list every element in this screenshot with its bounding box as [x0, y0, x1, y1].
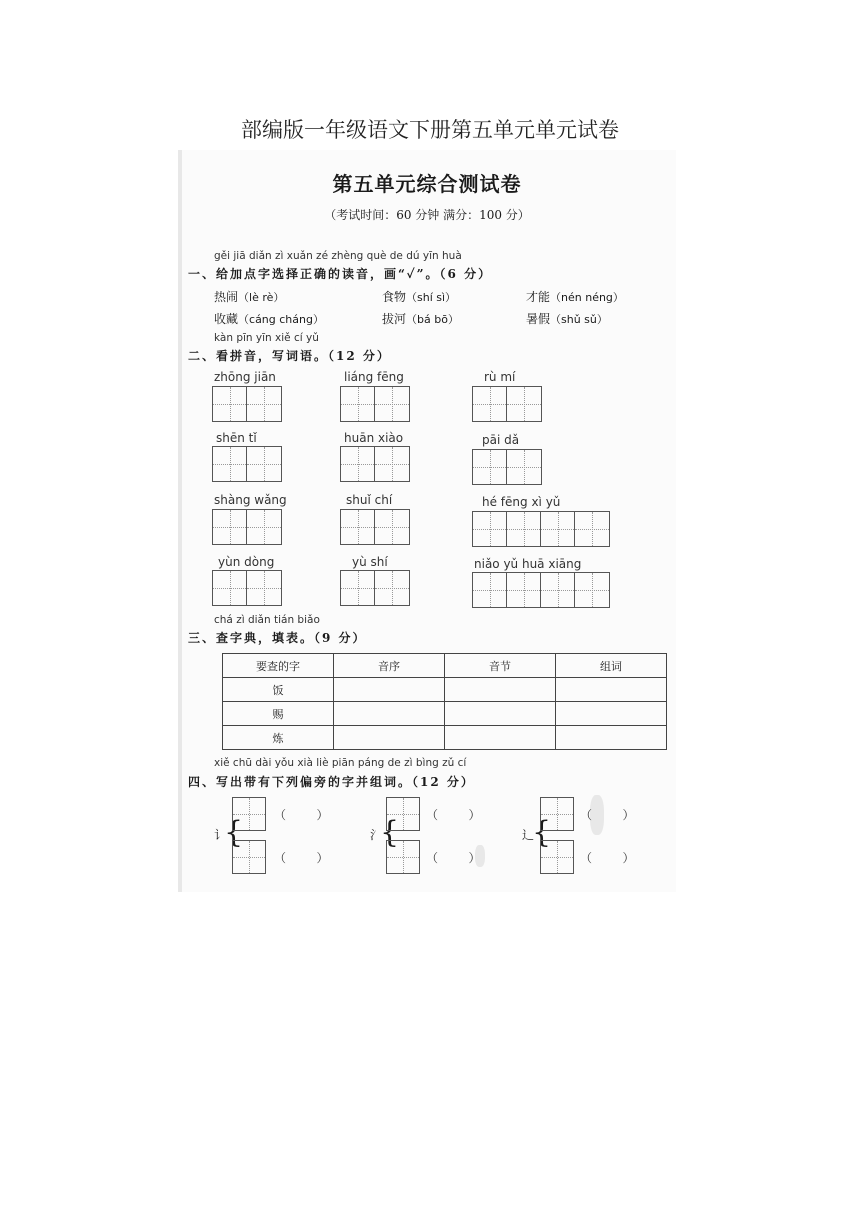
answer-paren[interactable]: （ ） [274, 808, 329, 822]
writing-grid[interactable] [340, 446, 410, 482]
writing-grid[interactable] [472, 511, 610, 547]
q2-item-pinyin: huān xiào [344, 431, 404, 445]
q1-word: 才能 [526, 290, 551, 304]
q2-item-pinyin: liáng fēng [344, 370, 404, 384]
q1-options[interactable]: （shǔ sǔ） [550, 313, 608, 326]
q2-pinyin: kàn pīn yīn xiě cí yǔ [214, 332, 319, 344]
scan-edge [178, 150, 182, 892]
q2-item-pinyin: shàng wǎng [214, 493, 287, 507]
writing-box[interactable] [232, 797, 266, 831]
answer-cell[interactable] [556, 726, 667, 750]
paper-subtitle: （考试时间：60 分钟 满分：100 分） [324, 208, 530, 222]
writing-box[interactable] [386, 840, 420, 874]
lookup-character: 炼 [223, 726, 334, 750]
q1-item [214, 310, 324, 327]
answer-paren[interactable]: （ ） [274, 851, 329, 865]
writing-grid[interactable] [212, 570, 282, 606]
writing-box[interactable] [540, 840, 574, 874]
q1-options[interactable]: （nén néng） [550, 291, 624, 304]
writing-grid[interactable] [472, 449, 542, 485]
q1-options[interactable]: （lè rè） [238, 291, 285, 304]
q1-word: 拔河 [382, 312, 407, 326]
answer-cell[interactable] [556, 702, 667, 726]
brace-icon: { [224, 815, 244, 850]
brace-icon: { [380, 815, 400, 850]
q2-item-pinyin: shēn tǐ [216, 431, 257, 445]
q1-item [526, 310, 608, 327]
answer-cell[interactable] [445, 726, 556, 750]
q3-pinyin: chá zì diǎn tián biǎo [214, 614, 320, 626]
radical-label: 氵 [370, 828, 383, 842]
document-title: 部编版一年级语文下册第五单元单元试卷 [241, 118, 619, 142]
answer-paren[interactable]: （ ） [580, 851, 635, 865]
writing-grid[interactable] [212, 386, 282, 422]
q1-item [382, 288, 456, 305]
column-header: 音节 [445, 654, 556, 678]
q1-item [214, 288, 284, 305]
answer-cell[interactable] [334, 702, 445, 726]
q2-item-pinyin: shuǐ chí [346, 493, 393, 507]
answer-cell[interactable] [556, 678, 667, 702]
q2-item-pinyin: zhōng jiān [214, 370, 276, 384]
brace-icon: { [532, 815, 552, 850]
answer-cell[interactable] [334, 726, 445, 750]
q1-word: 食物 [382, 290, 407, 304]
q1-word: 暑假 [526, 312, 551, 326]
writing-box[interactable] [232, 840, 266, 874]
q4-pinyin: xiě chū dài yǒu xià liè piān páng de zì bìng zǔ cí [214, 757, 467, 769]
radical-label: 辶 [522, 828, 535, 842]
answer-cell[interactable] [445, 678, 556, 702]
dictionary-table [222, 653, 667, 750]
writing-grid[interactable] [340, 570, 410, 606]
lookup-character: 赐 [223, 702, 334, 726]
q2-item-pinyin: yù shí [352, 555, 388, 569]
q1-pinyin: gěi jiā diǎn zì xuǎn zé zhèng què de dú yīn huà [214, 250, 462, 262]
q1-item [526, 288, 624, 305]
q1-item [382, 310, 459, 327]
q2-item-pinyin: hé fēng xì yǔ [482, 495, 561, 509]
q3-heading: 三、查字典，填表。（9 分） [188, 631, 367, 645]
table-row [223, 702, 667, 726]
q1-options[interactable]: （bá bō） [406, 313, 459, 326]
q2-heading: 二、看拼音，写词语。（12 分） [188, 349, 391, 363]
table-row [223, 678, 667, 702]
column-header: 要查的字 [223, 654, 334, 678]
table-header-row [223, 654, 667, 678]
answer-paren[interactable]: （ ） [426, 851, 481, 865]
writing-grid[interactable] [340, 386, 410, 422]
q2-item-pinyin: niǎo yǔ huā xiāng [474, 557, 582, 571]
paper-title: 第五单元综合测试卷 [332, 172, 522, 196]
writing-grid[interactable] [472, 386, 542, 422]
writing-grid[interactable] [212, 509, 282, 545]
answer-cell[interactable] [334, 678, 445, 702]
table-row [223, 726, 667, 750]
radical-label: 讠 [214, 828, 227, 842]
column-header: 组词 [556, 654, 667, 678]
q1-options[interactable]: （cáng cháng） [238, 313, 324, 326]
answer-cell[interactable] [445, 702, 556, 726]
answer-paren[interactable]: （ ） [426, 808, 481, 822]
q1-options[interactable]: （shí sì） [406, 291, 457, 304]
q2-item-pinyin: rù mí [484, 370, 516, 384]
column-header: 音序 [334, 654, 445, 678]
q1-word: 收藏 [214, 312, 239, 326]
q1-heading: 一、给加点字选择正确的读音，画“✓”。（6 分） [188, 267, 493, 281]
writing-grid[interactable] [340, 509, 410, 545]
writing-grid[interactable] [212, 446, 282, 482]
writing-box[interactable] [386, 797, 420, 831]
writing-box[interactable] [540, 797, 574, 831]
answer-paren[interactable]: （ ） [580, 808, 635, 822]
q4-heading: 四、写出带有下列偏旁的字并组词。（12 分） [188, 775, 475, 789]
q2-item-pinyin: pāi dǎ [482, 433, 520, 447]
q2-item-pinyin: yùn dòng [218, 555, 275, 569]
writing-grid[interactable] [472, 572, 610, 608]
q1-word: 热闹 [214, 290, 239, 304]
lookup-character: 饭 [223, 678, 334, 702]
